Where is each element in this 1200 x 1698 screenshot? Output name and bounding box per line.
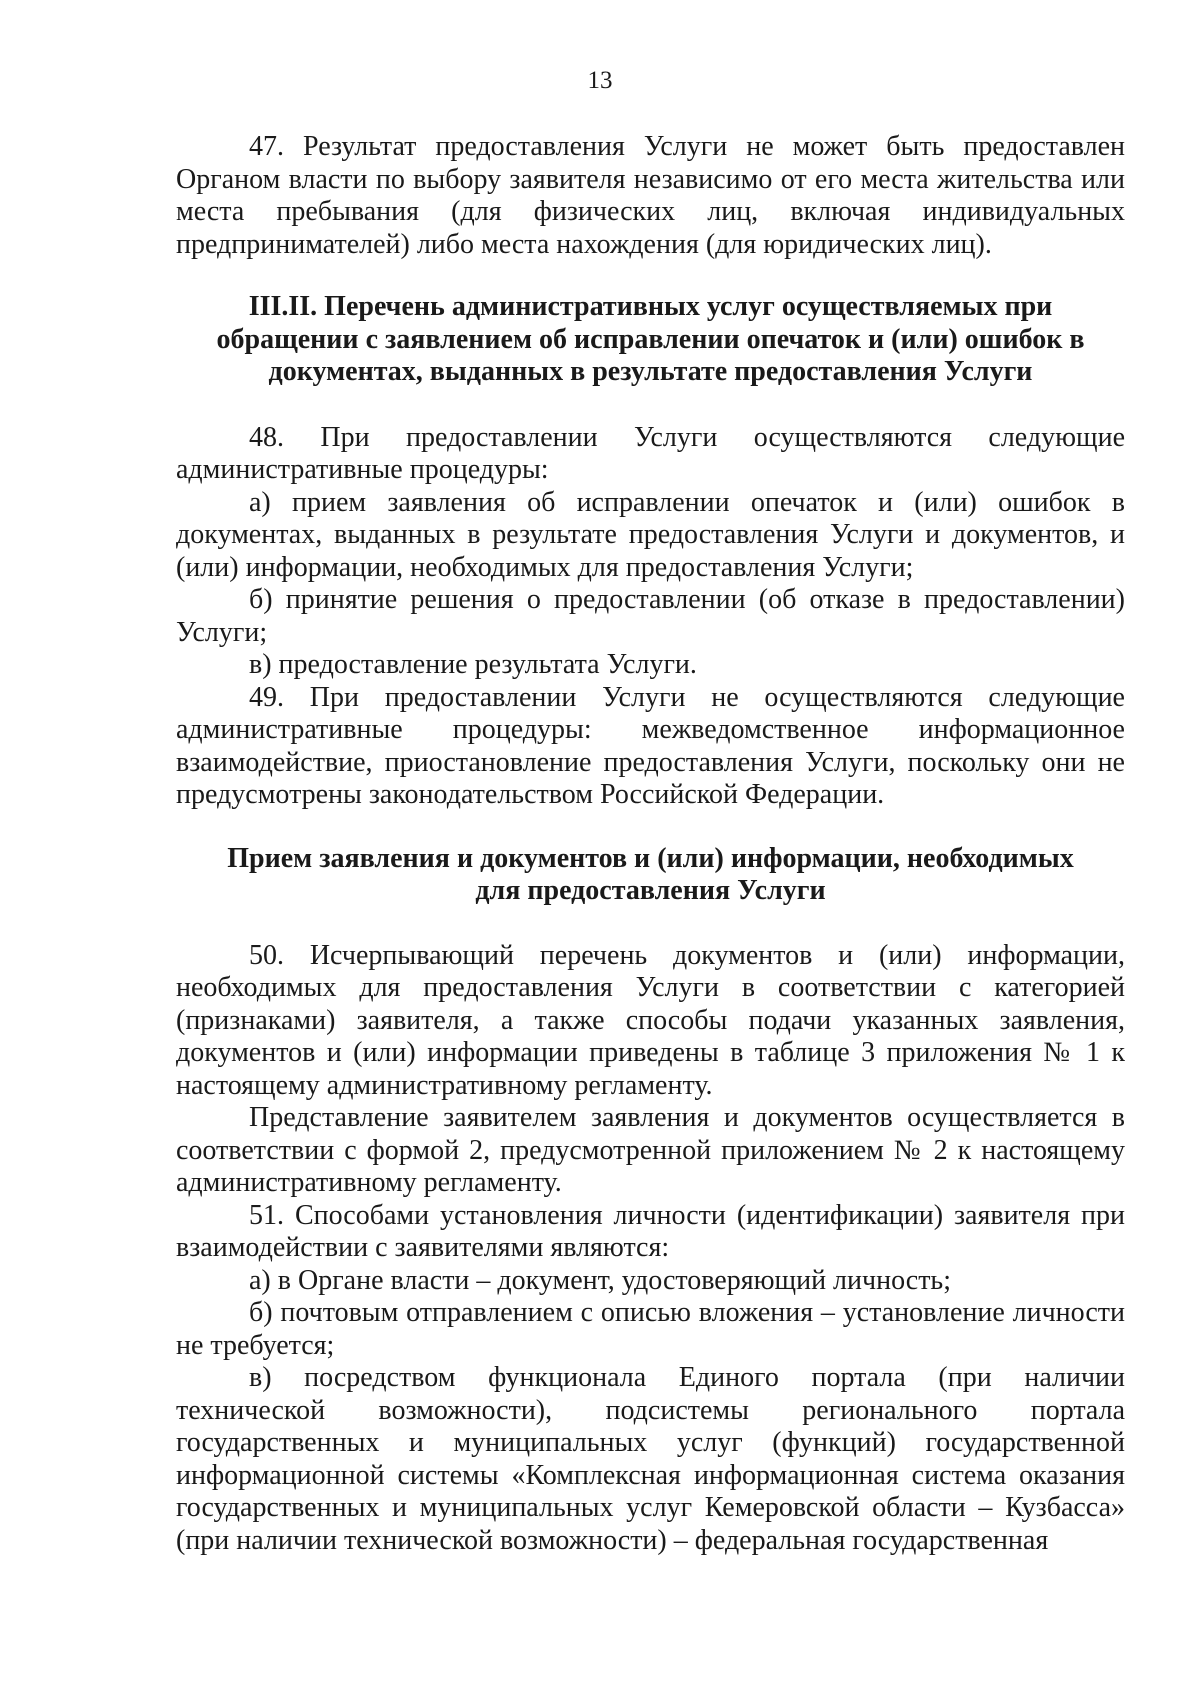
paragraph-48-b: б) принятие решения о предоставлении (об отказе в предоставлении) Услуги;: [176, 584, 1125, 648]
page-number: 13: [587, 67, 613, 94]
paragraph-48-v: в) предоставление результата Услуги.: [249, 649, 697, 680]
paragraph-51-b: б) почтовым отправлением с описью вложения – установление личности не требуется;: [176, 1297, 1125, 1361]
paragraph-51-v: в) посредством функционала Единого портала (при наличии технической возможности), подсистемы регионального портала государственных и муниципальных услуг (функций) государственной информационной системы «Комплексная информационная система оказания государственных и муниципальных услуг Кемеровской области – Кузбасса» (при наличии технической возможности) – федеральная государственная: [176, 1362, 1125, 1556]
paragraph-50: 50. Исчерпывающий перечень документов и (или) информации, необходимых для предоставления Услуги в соответствии с категорией (признаками) заявителя, а также способы подачи указанных заявления, документов и (или) информации приведены в таблице 3 приложения № 1 к настоящему административному регламенту.: [176, 939, 1125, 1101]
paragraph-48-a: а) прием заявления об исправлении опечаток и (или) ошибок в документах, выданных в результате предоставления Услуги и документов, и (или) информации, необходимых для предоставления Услуги;: [176, 486, 1125, 583]
paragraph-51: 51. Способами установления личности (идентификации) заявителя при взаимодействии с заявителями являются:: [176, 1199, 1125, 1263]
paragraph-51-a: а) в Органе власти – документ, удостоверяющий личность;: [249, 1264, 951, 1296]
paragraph-48: 48. При предоставлении Услуги осуществляются следующие административные процедуры:: [176, 421, 1125, 485]
paragraph-50-form: Представление заявителем заявления и документов осуществляется в соответствии с формой 2, предусмотренной приложением № 2 к настоящему административному регламенту.: [176, 1102, 1125, 1198]
paragraph-49: 49. При предоставлении Услуги не осуществляются следующие административные процедуры: межведомственное информационное взаимодействие, приостановление предоставления Услуги, поскольку они не предусмотрены законодательством Российской Федерации.: [176, 681, 1125, 810]
section-heading-3-2: III.II. Перечень административных услуг осуществляемых при обращении с заявлением об исправлении опечаток и (или) ошибок в документах, выданных в результате предоставления Услуги: [216, 291, 1085, 387]
section-heading-reception: Прием заявления и документов и (или) информации, необходимых для предоставления Услуги: [227, 842, 1074, 906]
paragraph-47: 47. Результат предоставления Услуги не может быть предоставлен Органом власти по выбору заявителя независимо от его места жительства или места пребывания (для физических лиц, включая индивидуальных предпринимателей) либо места нахождения (для юридических лиц).: [176, 131, 1125, 260]
document-body: [176, 131, 1125, 1557]
